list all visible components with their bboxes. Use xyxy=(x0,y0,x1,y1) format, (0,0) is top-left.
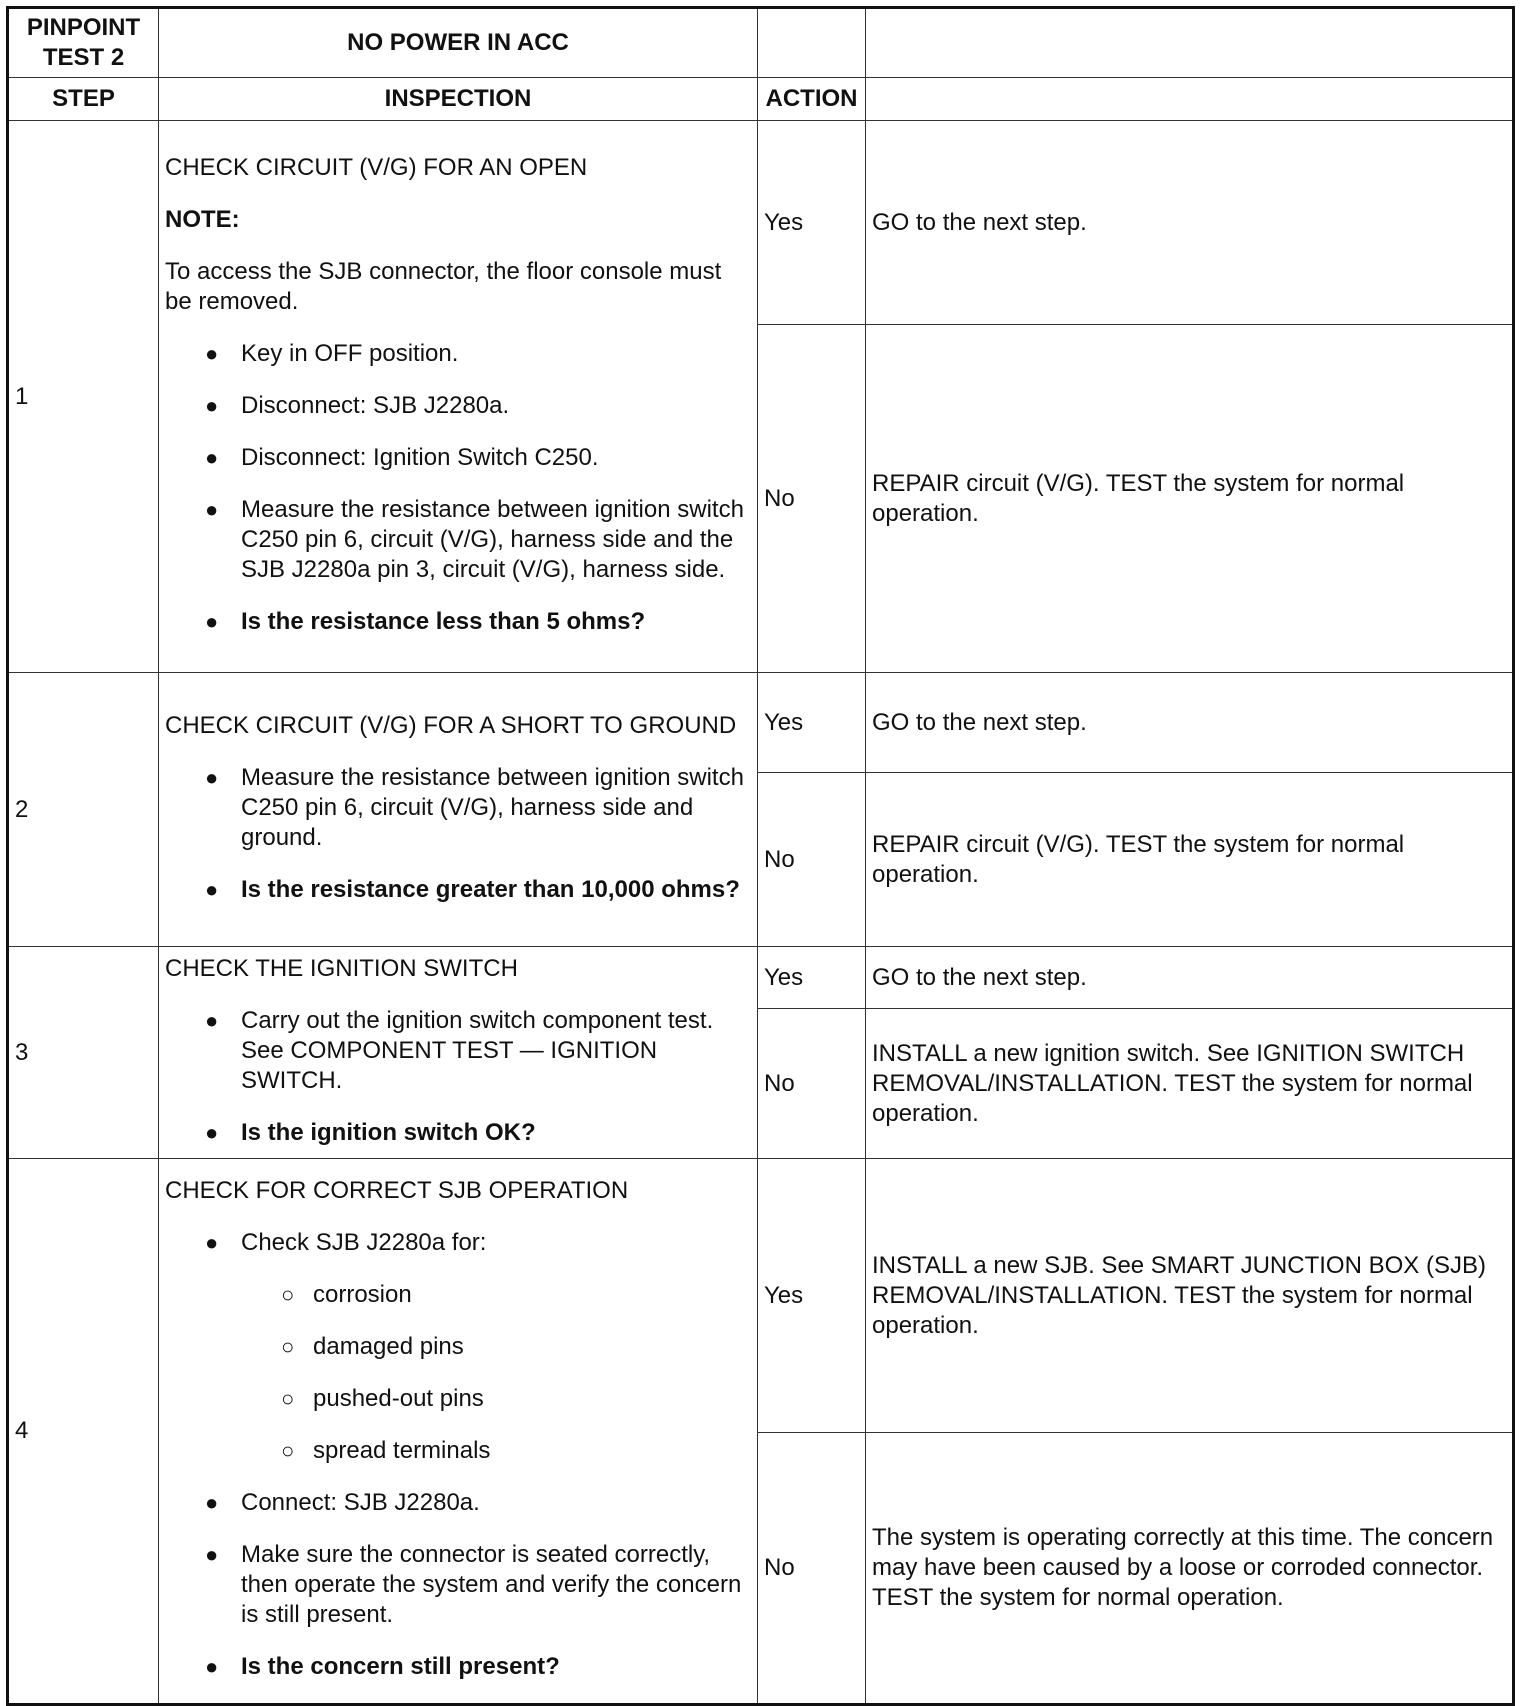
list-item: ● Carry out the ignition switch component test. See COMPONENT TEST — IGNITION SWITCH. xyxy=(205,1006,751,1096)
list-item: ● Connect: SJB J2280a. xyxy=(205,1488,751,1518)
step-question: ● Is the resistance less than 5 ohms? xyxy=(205,607,751,637)
list-item: ● Disconnect: SJB J2280a. xyxy=(205,391,751,421)
bullet-list xyxy=(165,339,751,637)
list-item: ● Key in OFF position. xyxy=(205,339,751,369)
no-action: INSTALL a new ignition switch. See IGNITION SWITCH REMOVAL/INSTALLATION. TEST the system for normal operation. xyxy=(866,1009,1514,1159)
step-question: ● Is the concern still present? xyxy=(205,1652,751,1682)
step-number: 4 xyxy=(8,1159,159,1705)
col-action-header: ACTION xyxy=(758,78,866,121)
no-label: No xyxy=(758,325,866,673)
list-item: ● Disconnect: Ignition Switch C250. xyxy=(205,443,751,473)
step-number: 3 xyxy=(8,947,159,1159)
no-label: No xyxy=(758,1433,866,1705)
yes-action: GO to the next step. xyxy=(866,947,1514,1009)
step-title: CHECK FOR CORRECT SJB OPERATION xyxy=(165,1177,629,1204)
yes-action: GO to the next step. xyxy=(866,673,1514,773)
list-item: ● Measure the resistance between ignition switch C250 pin 6, circuit (V/G), harness side and ground. xyxy=(205,763,751,853)
no-action: REPAIR circuit (V/G). TEST the system for normal operation. xyxy=(866,325,1514,673)
note-text: To access the SJB connector, the floor console must be removed. xyxy=(165,257,722,315)
step-title: CHECK CIRCUIT (V/G) FOR A SHORT TO GROUND xyxy=(165,711,737,739)
list-item: ● Measure the resistance between ignition switch C250 pin 6, circuit (V/G), harness side and the SJB J2280a pin 3, circuit (V/G), harness side. xyxy=(205,495,751,585)
yes-label: Yes xyxy=(758,121,866,325)
step-title: CHECK THE IGNITION SWITCH xyxy=(165,954,518,982)
step-2-row xyxy=(8,673,1514,773)
sub-list-item: ○ pushed-out pins xyxy=(281,1384,751,1414)
pinpoint-test-table xyxy=(6,6,1515,1706)
step-inspection xyxy=(159,673,758,947)
no-action: The system is operating correctly at this time. The concern may have been caused by a loose or corroded connector. TEST the system for normal operation. xyxy=(866,1433,1514,1705)
step-4-row xyxy=(8,1159,1514,1433)
step-number: 1 xyxy=(8,121,159,673)
column-header-row xyxy=(8,78,1514,121)
step-question: ● Is the resistance greater than 10,000 ohms? xyxy=(205,875,751,905)
step-number: 2 xyxy=(8,673,159,947)
sub-list-item: ○ damaged pins xyxy=(281,1332,751,1362)
yes-label: Yes xyxy=(758,673,866,773)
sub-list-item: ○ spread terminals xyxy=(281,1436,751,1466)
bullet-list xyxy=(165,763,751,905)
step-question: ● Is the ignition switch OK? xyxy=(205,1118,751,1148)
sub-list-item: ○ corrosion xyxy=(281,1280,751,1310)
note-heading: NOTE: xyxy=(165,205,240,233)
yes-label: Yes xyxy=(758,1159,866,1433)
no-action: REPAIR circuit (V/G). TEST the system for normal operation. xyxy=(866,773,1514,947)
yes-action: GO to the next step. xyxy=(866,121,1514,325)
step-1-row xyxy=(8,121,1514,325)
no-label: No xyxy=(758,773,866,947)
list-item: ● Make sure the connector is seated correctly, then operate the system and verify the concern is still present. xyxy=(205,1540,751,1630)
check-label: Check SJB J2280a for: xyxy=(241,1229,487,1256)
yes-label: Yes xyxy=(758,947,866,1009)
bullet-list xyxy=(165,1228,751,1682)
col-step-header: STEP xyxy=(8,78,159,121)
step-title: CHECK CIRCUIT (V/G) FOR AN OPEN xyxy=(165,153,588,181)
sub-bullet-list xyxy=(241,1280,751,1466)
yes-action: INSTALL a new SJB. See SMART JUNCTION BOX (SJB) REMOVAL/INSTALLATION. TEST the system for normal operation. xyxy=(866,1159,1514,1433)
step-inspection xyxy=(159,121,758,673)
bullet-list xyxy=(165,1006,751,1148)
header-row xyxy=(8,8,1514,78)
pinpoint-label: PINPOINT TEST 2 xyxy=(8,8,159,78)
list-item xyxy=(205,1228,751,1466)
step-3-row xyxy=(8,947,1514,1009)
step-inspection xyxy=(159,1159,758,1705)
col-inspection-header: INSPECTION xyxy=(159,78,758,121)
no-label: No xyxy=(758,1009,866,1159)
step-inspection xyxy=(159,947,758,1159)
test-title: NO POWER IN ACC xyxy=(159,8,758,78)
